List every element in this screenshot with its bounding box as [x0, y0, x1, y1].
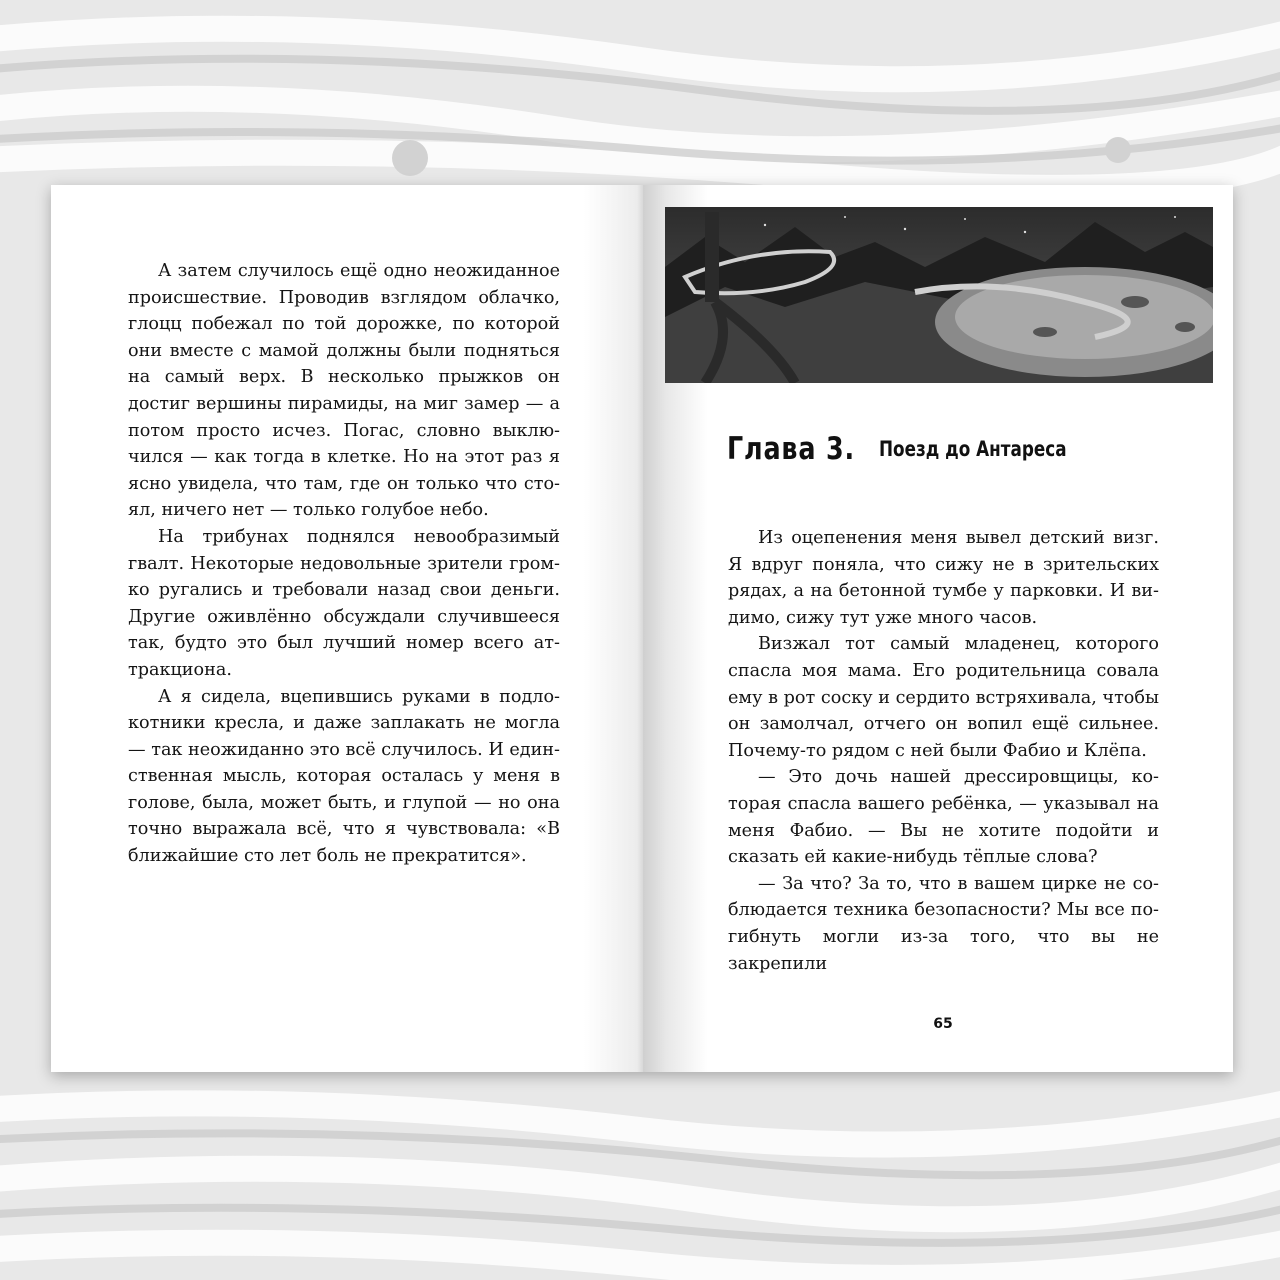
book-spread — [51, 185, 1233, 1072]
right-page — [643, 185, 1233, 1072]
paragraph: Из оцепенения меня вывел детский визг. Я вдруг поняла, что сижу не в зрительских рядах, а на бетонной тумбе у парковки. И видимо, сижу тут уже много часов. — [728, 528, 1159, 628]
left-page-text — [128, 258, 560, 870]
paragraph: А затем случилось ещё одно неожиданное происшествие. Проводив взглядом облачко, глоцц побежал по той дорожке, по которой они вместе с мамой должны были подняться на самый верх. В несколько прыжков он достиг вершины пирамиды, на миг замер — а потом просто исчез. Погас, словно выключился — как тогда в клетке. Но на этот раз я ясно увидела, что там, где он только что стоял, ничего нет — только голубое небо. — [128, 261, 560, 521]
paragraph: — За что? За то, что в вашем цирке не соблюдается техника безопасности? Мы все погибнуть могли из-за того, что вы не закрепили — [728, 873, 1159, 974]
paragraph: — Это дочь нашей дрессировщицы, которая спасла вашего ребёнка, — указывал на меня Фабио. — Вы не хотите подойти и сказать ей какие-нибудь тёплые слова? — [728, 767, 1159, 868]
paragraph: Визжал тот самый младенец, которого спасла моя мама. Его родительница совала ему в рот соску и сердито встряхивала, чтобы он замолчал, отчего он вопил ещё сильнее. Почему-то рядом с ней были Фабио и Клёпа. — [728, 634, 1159, 761]
chapter-title: Поезд до Антареса — [879, 437, 1067, 461]
chapter-illustration — [665, 207, 1213, 383]
page-number: 65 — [933, 1016, 953, 1032]
left-page — [51, 185, 643, 1072]
paragraph: На трибунах поднялся невообразимый гвалт. Некоторые недовольные зрители громко ругались и требовали назад свои деньги. Другие оживлённо обсуждали случившееся так, будто это был лучший номер всего аттракциона. — [128, 526, 560, 680]
chapter-number: Глава 3. — [727, 431, 855, 467]
right-page-text — [728, 525, 1159, 977]
paragraph: А я сидела, вцепившись руками в подлокотники кресла, и даже заплакать не могла — так неожиданно это всё случилось. И единственная мысль, которая осталась у меня в голове, была, может быть, и глупой — но она точно выражала всё, что я чувствовала: «В ближайшие сто лет боль не прекратится». — [128, 686, 560, 867]
